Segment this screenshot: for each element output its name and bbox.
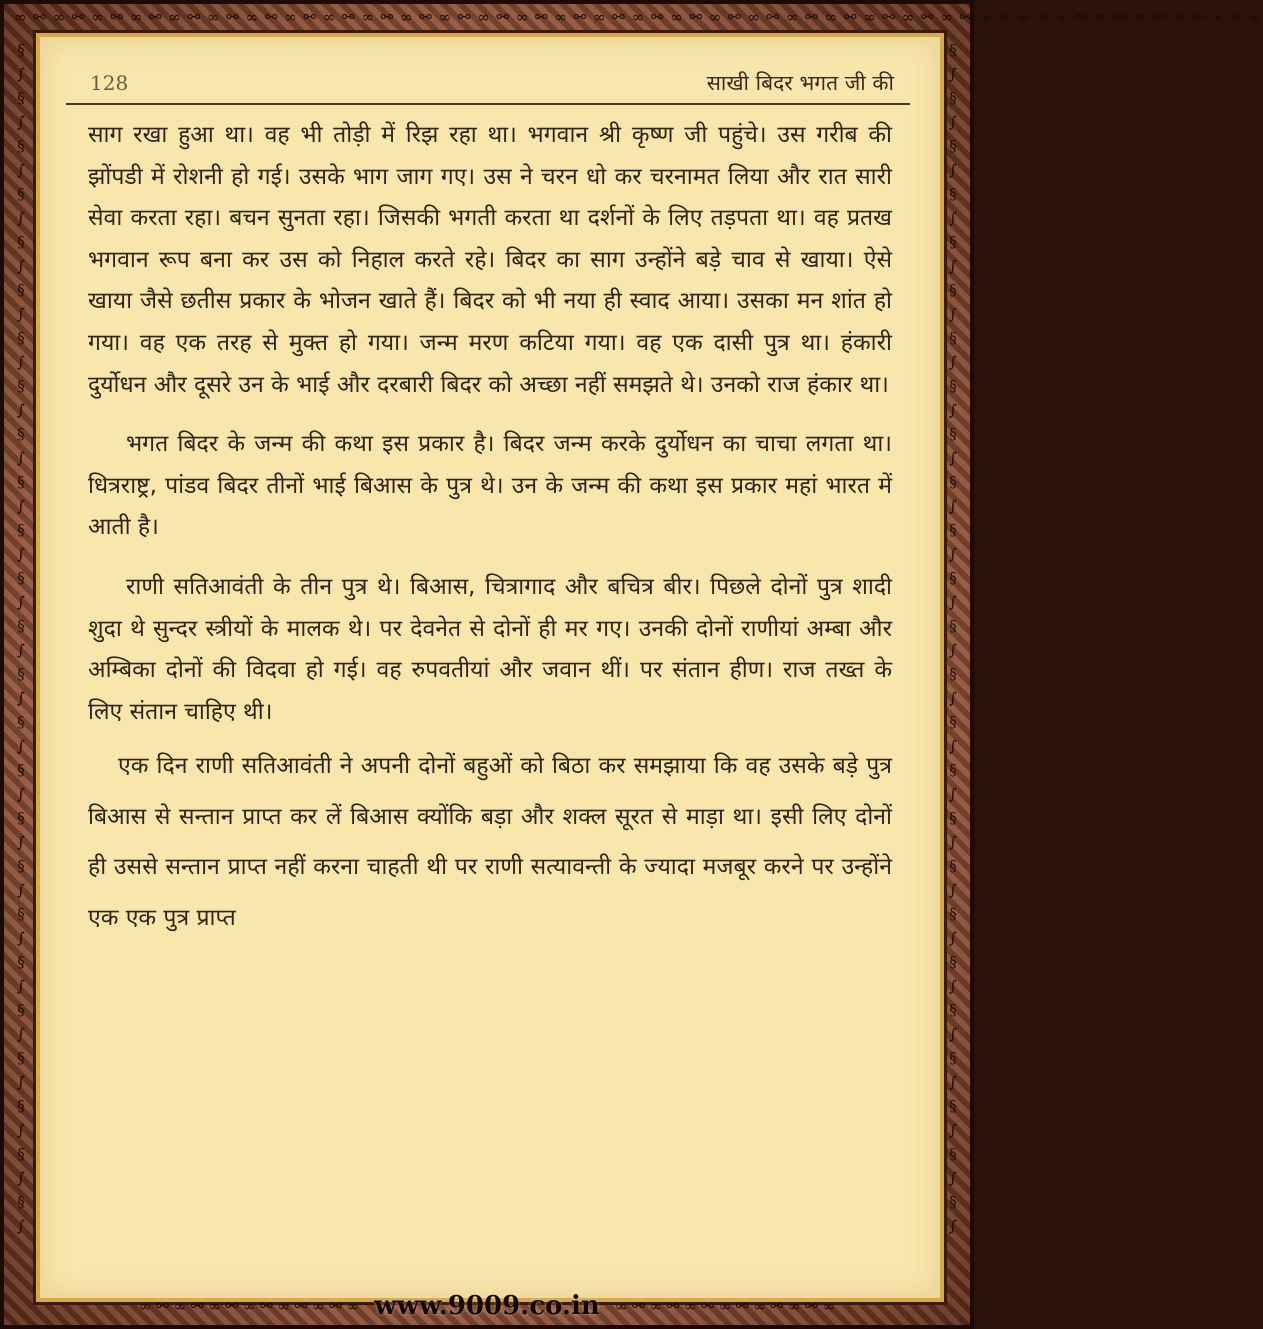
footer-ornament-left: ∞ ⚯ ∞ ⚯ ∞ ⚯ ∞ ⚯ ∞ ⚯ ∞ ⚯ ∞ xyxy=(139,1297,360,1315)
header-divider xyxy=(66,103,910,105)
top-ornament-border: ∞ ⚯ ∞ ⚯ ∞ ⚯ ∞ ⚯ ∞ ⚯ ∞ ⚯ ∞ ⚯ ∞ ⚯ ∞ ⚯ ∞ ⚯ ∞ ⚯ ∞ ⚯ ∞ ⚯ ∞ ⚯ ∞ ⚯ ∞ ⚯ ∞ ⚯ ∞ ⚯ ∞ ⚯ ∞ ⚯ ∞ ⚯ ∞ ⚯ ∞ ⚯ ∞ ⚯ ∞ ⚯ ∞ ⚯ ∞ ⚯ ∞ ⚯ ∞ ⚯ ∞ ⚯ ∞ ⚯ ∞ ⚯ ∞ xyxy=(14,8,1263,26)
paragraph: साग रखा हुआ था। वह भी तोड़ी में रिझ रहा था। भगवान श्री कृष्ण जी पहुंचे। उस गरीब की झोंपडी में रोशनी हो गई। उसके भाग जाग गए। उस ने चरन धो कर चरनामत लिया और रात सारी सेवा करता रहा। बचन सुनता रहा। जिसकी भगती करता था दर्शनों के लिए तड़पता था। वह प्रतख भगवान रूप बना कर उस को निहाल करते रहे। बिदर का साग उन्होंने बड़े चाव से खाया। ऐसे खाया जैसे छतीस प्रकार के भोजन खाते हैं। बिदर को भी नया ही स्वाद आया। उसका मन शांत हो गया। वह एक तरह से मुक्त हो गया। जन्म मरण कटिया गया। वह एक दासी पुत्र था। हंकारी दुर्योधन और दूसरे उन के भाई और दरबारी बिदर को अच्छा नहीं समझते थे। उनको राज हंकार था। xyxy=(88,122,892,398)
page-body xyxy=(88,115,892,943)
paragraph: एक दिन राणी सतिआवंती ने अपनी दोनों बहुओं को बिठा कर समझाया कि वह उसके बड़े पुत्र बिआस से सन्तान प्राप्त कर लें बिआस क्योंकि बड़ा और शक्ल सूरत से माड़ा था। इसी लिए दोनों ही उससे सन्तान प्राप्त नहीं करना चाहती थी पर राणी सत्यावन्ती के ज्यादा मजबूर करने पर उन्होंने एक एक पुत्र प्राप्त xyxy=(88,753,892,931)
page-number: 128 xyxy=(90,71,129,95)
footer-ornament-right: ∞ ⚯ ∞ ⚯ ∞ ⚯ ∞ ⚯ ∞ ⚯ ∞ ⚯ ∞ xyxy=(614,1297,835,1315)
left-ornament-border: § ∫ § ∫ § ∫ § ∫ § ∫ § ∫ § ∫ § ∫ § ∫ § ∫ § ∫ § ∫ § ∫ § ∫ § ∫ § ∫ § ∫ § ∫ § ∫ § ∫ § ∫ § ∫ § ∫ § ∫ § ∫ xyxy=(17,41,25,1235)
book-page xyxy=(40,37,940,1298)
paragraph: भगत बिदर के जन्म की कथा इस प्रकार है। बिदर जन्म करके दुर्योधन का चाचा लगता था। धित्रराष्ट्र, पांडव बिदर तीनों भाई बिआस के पुत्र थे। उन के जन्म की कथा इस प्रकार महां भारत में आती है। xyxy=(88,431,892,541)
website-link[interactable]: www.9009.co.in xyxy=(374,1291,600,1321)
paragraph: राणी सतिआवंती के तीन पुत्र थे। बिआस, चित्रागाद और बचित्र बीर। पिछले दोनों पुत्र शादी शुदा थे सुन्दर स्त्रीयों के मालक थे। पर देवनेत से दोनों ही मर गए। उनकी दोनों राणीयां अम्बा और अम्बिका दोनों की विदवा हो गई। वह रुपवतीयां और जवान थीं। पर संतान हीण। राज तख्त के लिए संतान चाहिए थी। xyxy=(88,573,892,725)
footer-band xyxy=(4,1291,970,1321)
page-header xyxy=(66,71,910,101)
right-ornament-border: § ∫ § ∫ § ∫ § ∫ § ∫ § ∫ § ∫ § ∫ § ∫ § ∫ § ∫ § ∫ § ∫ § ∫ § ∫ § ∫ § ∫ § ∫ § ∫ § ∫ § ∫ § ∫ § ∫ § ∫ § ∫ xyxy=(949,41,957,1235)
running-title: साखी बिदर भगत जी की xyxy=(706,71,894,95)
